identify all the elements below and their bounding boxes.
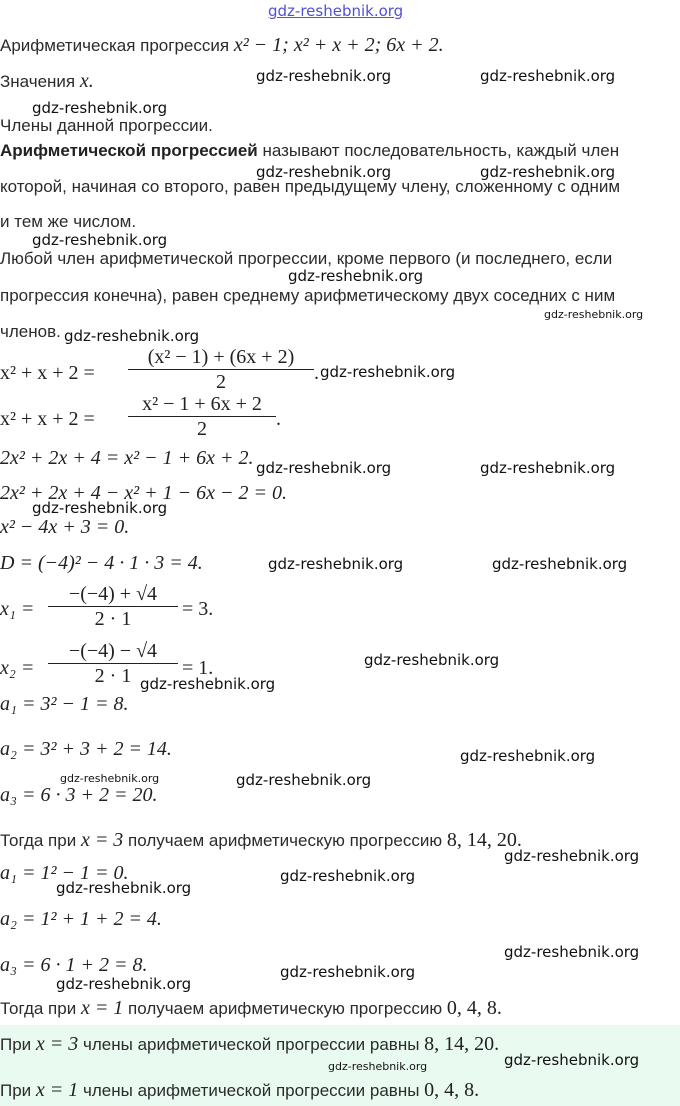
watermark: gdz-reshebnik.org bbox=[256, 67, 392, 85]
eq1-end: . bbox=[314, 362, 319, 384]
watermark: gdz-reshebnik.org bbox=[268, 555, 404, 573]
case1-result-var: x = 1 bbox=[80, 997, 124, 1019]
x1-numerator: −(−4) + √4 bbox=[48, 582, 178, 607]
answer-1-var: x = 3 bbox=[35, 1033, 79, 1055]
watermark: gdz-reshebnik.org bbox=[256, 459, 392, 477]
property-line-1: Любой член арифметической прогрессии, кроме первого (и последнего, если bbox=[0, 249, 613, 268]
definition-line-3: и тем же числом. bbox=[0, 212, 137, 231]
watermark: gdz-reshebnik.org bbox=[480, 163, 616, 181]
case3-result-pre: Тогда при bbox=[0, 831, 77, 850]
case3-result-var: x = 3 bbox=[80, 829, 124, 851]
eq2-denominator: 2 bbox=[197, 418, 207, 440]
case1-a2: a₂ = 1² + 1 + 2 = 4. bbox=[0, 908, 162, 930]
watermark: gdz-reshebnik.org bbox=[504, 943, 640, 961]
eq1-left: x² + x + 2 = bbox=[0, 362, 95, 384]
eq4: 2x² + 2x + 4 − x² + 1 − 6x − 2 = 0. bbox=[0, 482, 287, 504]
x2-left: x₂ = bbox=[0, 657, 35, 679]
case3-result-mid: получаем арифметическую прогрессию bbox=[128, 831, 443, 850]
progression-statement bbox=[0, 34, 444, 57]
answer-line-2 bbox=[0, 1079, 479, 1102]
x1-fraction bbox=[48, 582, 178, 631]
watermark-top[interactable]: gdz-reshebnik.org bbox=[268, 2, 404, 20]
answer-1-values: 8, 14, 20. bbox=[424, 1033, 500, 1055]
case3-a3: a₃ = 6 · 3 + 2 = 20. bbox=[0, 784, 158, 806]
eq1-denominator: 2 bbox=[216, 371, 226, 393]
watermark: gdz-reshebnik.org bbox=[288, 267, 424, 285]
x1-left: x₁ = bbox=[0, 598, 35, 620]
watermark: gdz-reshebnik.org bbox=[492, 555, 628, 573]
members-line: Члены данной прогрессии. bbox=[0, 116, 213, 135]
case3-result-values: 8, 14, 20. bbox=[446, 829, 522, 851]
x1-denominator: 2 · 1 bbox=[94, 608, 132, 630]
eq1-fraction bbox=[128, 345, 314, 394]
x1-result: = 3. bbox=[182, 598, 214, 620]
case1-a3: a₃ = 6 · 1 + 2 = 8. bbox=[0, 954, 148, 976]
watermark: gdz-reshebnik.org bbox=[32, 99, 168, 117]
watermark: gdz-reshebnik.org bbox=[480, 459, 616, 477]
case3-a2: a₂ = 3² + 3 + 2 = 14. bbox=[0, 738, 172, 760]
property-line-2: прогрессия конечна), равен среднему арифметическому двух соседних с ним bbox=[0, 286, 616, 305]
case1-result-pre: Тогда при bbox=[0, 999, 77, 1018]
definition-term: Арифметической прогрессией bbox=[0, 141, 258, 160]
answer-1-mid: члены арифметической прогрессии равны bbox=[83, 1035, 420, 1054]
watermark: gdz-reshebnik.org bbox=[460, 747, 596, 765]
case3-result bbox=[0, 829, 522, 852]
eq3: 2x² + 2x + 4 = x² − 1 + 6x + 2. bbox=[0, 447, 254, 469]
eq2-numerator: x² − 1 + 6x + 2 bbox=[128, 392, 276, 417]
definition-line-1 bbox=[0, 141, 619, 161]
answer-1-pre: При bbox=[0, 1035, 32, 1054]
x2-denominator: 2 · 1 bbox=[94, 665, 132, 687]
watermark: gdz-reshebnik.org bbox=[60, 772, 160, 785]
progression-terms: x² − 1; x² + x + 2; 6x + 2. bbox=[233, 34, 444, 56]
watermark: gdz-reshebnik.org bbox=[328, 1060, 428, 1073]
watermark: gdz-reshebnik.org bbox=[504, 1051, 640, 1069]
case1-result bbox=[0, 997, 502, 1020]
watermark: gdz-reshebnik.org bbox=[256, 163, 392, 181]
watermark: gdz-reshebnik.org bbox=[364, 651, 500, 669]
eq1-numerator: (x² − 1) + (6x + 2) bbox=[128, 345, 314, 370]
case1-result-mid: получаем арифметическую прогрессию bbox=[128, 999, 443, 1018]
watermark: gdz-reshebnik.org bbox=[32, 231, 168, 249]
watermark: gdz-reshebnik.org bbox=[140, 675, 276, 693]
watermark: gdz-reshebnik.org bbox=[64, 327, 200, 345]
eq5: x² − 4x + 3 = 0. bbox=[0, 516, 130, 538]
watermark: gdz-reshebnik.org bbox=[504, 847, 640, 865]
case1-a1: a₁ = 1² − 1 = 0. bbox=[0, 862, 129, 884]
watermark: gdz-reshebnik.org bbox=[56, 879, 192, 897]
values-variable: x. bbox=[79, 70, 94, 92]
watermark: gdz-reshebnik.org bbox=[544, 308, 644, 321]
watermark: gdz-reshebnik.org bbox=[32, 499, 168, 517]
eq2-left: x² + x + 2 = bbox=[0, 408, 95, 430]
watermark: gdz-reshebnik.org bbox=[56, 975, 192, 993]
property-line-3: членов. bbox=[0, 322, 61, 341]
watermark: gdz-reshebnik.org bbox=[480, 67, 616, 85]
definition-rest: называют последовательность, каждый член bbox=[257, 141, 620, 160]
definition-line-2: которой, начиная со второго, равен предыдущему члену, сложенному с одним bbox=[0, 177, 621, 196]
eq6: D = (−4)² − 4 · 1 · 3 = 4. bbox=[0, 552, 203, 574]
answer-line-1 bbox=[0, 1033, 499, 1056]
watermark: gdz-reshebnik.org bbox=[236, 771, 372, 789]
x2-numerator: −(−4) − √4 bbox=[48, 639, 178, 664]
eq2-fraction bbox=[128, 392, 276, 441]
answer-2-mid: члены арифметической прогрессии равны bbox=[83, 1081, 420, 1100]
watermark: gdz-reshebnik.org bbox=[280, 963, 416, 981]
case3-a1: a₁ = 3² − 1 = 8. bbox=[0, 693, 129, 715]
x2-result: = 1. bbox=[182, 657, 214, 679]
values-label: Значения bbox=[0, 72, 76, 91]
answer-2-values: 0, 4, 8. bbox=[424, 1079, 480, 1101]
watermark: gdz-reshebnik.org bbox=[320, 363, 456, 381]
answer-2-var: x = 1 bbox=[35, 1079, 79, 1101]
progression-label: Арифметическая прогрессия bbox=[0, 36, 230, 55]
case1-result-values: 0, 4, 8. bbox=[446, 997, 502, 1019]
answer-2-pre: При bbox=[0, 1081, 32, 1100]
eq2-end: . bbox=[276, 408, 281, 430]
watermark: gdz-reshebnik.org bbox=[280, 867, 416, 885]
values-line bbox=[0, 70, 94, 93]
